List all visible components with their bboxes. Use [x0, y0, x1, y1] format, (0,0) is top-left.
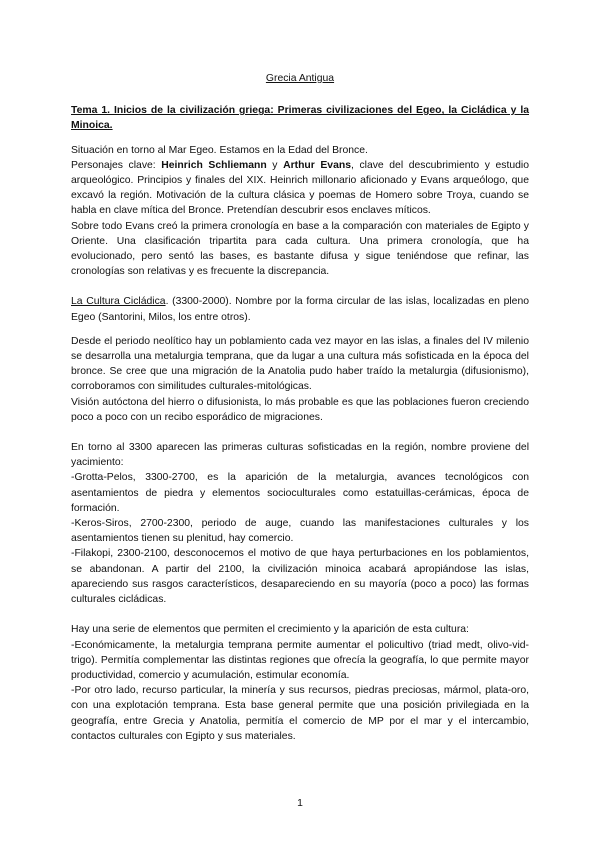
- cicladica-paragraph-2: Visión autóctona del hierro o difusionista, lo más probable es que las poblaciones fueron creciendo poco a poco con un recibo esporádico de migraciones.: [71, 396, 529, 423]
- intro-paragraph-1: Situación en torno al Mar Egeo. Estamos en la Edad del Bronce.: [71, 144, 368, 156]
- document-title: Grecia Antigua: [265, 73, 335, 84]
- document-body: [71, 71, 529, 744]
- intro-prefix: Personajes clave:: [71, 159, 162, 171]
- cicladica-paragraph-1: Desde el periodo neolítico hay un poblamiento cada vez mayor en las islas, a finales del IV milenio se desarrolla una metalurgia temprana, que da lugar a una cultura más sofisticada en la época del bronce. Se cree que una migración de la Anatolia pudo haber traído la metalurgia (difusionismo), corroboramos con similitudes culturales-mitológicas.: [71, 335, 529, 393]
- person-schliemann: Heinrich Schliemann: [161, 159, 267, 171]
- intro-paragraph-2: [71, 158, 529, 219]
- cicladica-paragraph-3: En torno al 3300 aparecen las primeras culturas sofisticadas en la región, nombre proviene del yacimiento:: [71, 442, 529, 469]
- intro-paragraph-3: Sobre todo Evans creó la primera cronología en base a la comparación con materiales de Egipto y Oriente. Una clasificación tripartita para cada cultura. Una primera cronología, que ha evolucionado, pero sentó las bases, es bastante difusa y sigue teniéndose que refinar, las cronologías son relativas y es frecuente la discrepancia.: [71, 220, 529, 278]
- cicladica-paragraph-7: Hay una serie de elementos que permiten el crecimiento y la aparición de esta cultura:: [71, 624, 469, 636]
- page-number: 1: [297, 798, 303, 809]
- cicladica-grotta-pelos: -Grotta-Pelos, 3300-2700, es la aparición de la metalurgia, avances tecnológicos con asentamientos de piedra y elementos socioculturales como estatuillas-cerámicas, época de formación.: [71, 472, 529, 514]
- intro-rest: , clave del descubrimiento y estudio arqueológico. Principios y finales del XIX. Heinrich millonario aficionado y Evans arqueólogo, que excavó la región. Motivación de la cultura clásica y poemas de Homero sobre Troya, cuando se habla en clave mítica del Bronce. Pretendían descubrir esos enclaves míticos.: [71, 159, 530, 217]
- cicladica-title: La Cultura Cicládica: [71, 296, 166, 308]
- cicladica-filakopi: -Filakopi, 2300-2100, desconocemos el motivo de que haya perturbaciones en los poblamientos, se abandonan. A partir del 2100, la civilización minoica acabará apropiándose las islas, apareciendo sus rasgos característicos, desapareciendo en su mayoría (poco a poco) las formas culturales cicládicas.: [71, 548, 529, 606]
- section-heading: Tema 1. Inicios de la civilización griega: Primeras civilizaciones del Egeo, la Cicládica y la Minoica.: [71, 105, 529, 132]
- cicladica-keros-siros: -Keros-Siros, 2700-2300, periodo de auge, cuando las manifestaciones culturales y los asentamientos tienen su plenitud, hay comercio.: [71, 518, 529, 545]
- cicladica-mineria: -Por otro lado, recurso particular, la minería y sus recursos, piedras preciosas, mármol, plata-oro, con una explotación temprana. Esta base general permite que una posición privilegiada en la geografía, entre Grecia y Anatolia, permitía el comercio de MP por el mar y el intercambio, contactos culturales con Egipto y sus materiales.: [71, 685, 529, 742]
- cicladica-economia: -Económicamente, la metalurgia temprana permite aumentar el policultivo (triad medt, olivo-vid-trigo). Permitía complementar las distintas regiones que ofrecía la geografía, lo que permite mayor productividad, comercio y acumulación, estimular economía.: [71, 639, 529, 681]
- person-evans: Arthur Evans: [283, 159, 351, 171]
- cicladica-intro: [71, 294, 529, 324]
- cicladica-title-rest: . (3300-2000). Nombre por la forma circular de las islas, localizadas en pleno Egeo (Santorini, Milos, los entre otros).: [71, 296, 529, 323]
- intro-and: y: [266, 159, 284, 171]
